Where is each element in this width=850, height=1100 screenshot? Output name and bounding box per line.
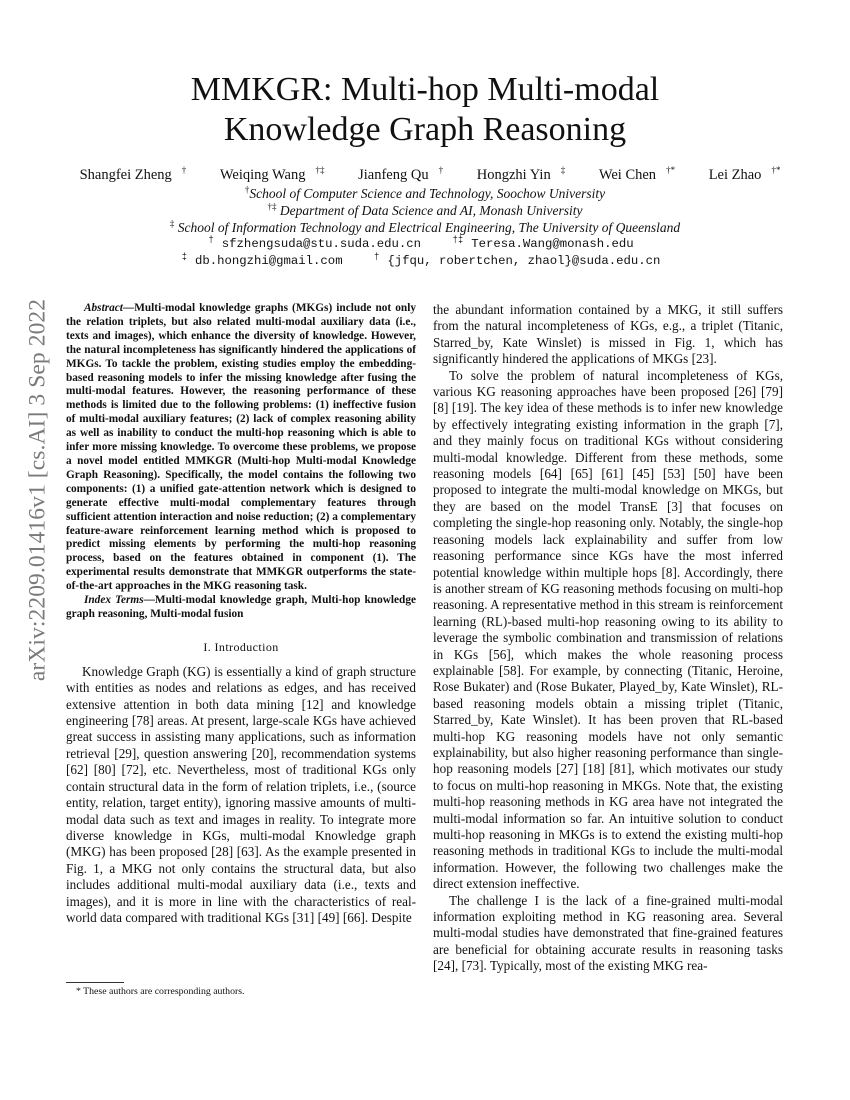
paragraph: the abundant information contained by a MKG, it still suffers from the natural incompleteness of KGs, e.g., a triplet (Titanic, Starred_by, Kate Winslet) is missed in Fig. 1, which has significantly hindered the applications of MKGs [23]. [433,302,783,367]
paragraph: The challenge I is the lack of a fine-grained multi-modal information exploiting method in KG reasoning area. Several multi-modal studies have demonstrated that fine-grained features are beneficial for obtaining accurate results in reasoning tasks [24], [73]. Typically, most of the existing MKG rea- [433,892,783,974]
paragraph: Knowledge Graph (KG) is essentially a kind of graph structure with entities as nodes and relations as edges, and has received extensive attention in both data mining [12] and knowledge engineering [78] areas. At present, large-scale KGs have achieved great success in assisting many applications, such as information retrieval [29], question answering [20], recommendation systems [62] [80] [72], etc. Nevertheless, most of traditional KGs only contain structural data in the form of relation triplets, i.e., (source entity, relation, target entity), ignoring massive amounts of multi-modal data such as text and images in reality. To integrate more diverse knowledge in KGs, multi-modal Knowledge graph (MKG) has been proposed [28] [63]. As the example presented in Fig. 1, a MKG not only contains the structural data, but also includes additional multi-modal auxiliary data (i.e., texts and images), and it is more in line with the characteristics of real-world data compared with traditional KGs [31] [49] [66]. Despite [66,663,416,925]
author-list [0,166,850,184]
author: Shangfei Zheng † [79,165,187,183]
author: Jianfeng Qu † [358,165,444,183]
footnote-rule [66,982,124,983]
author: Weiqing Wang †‡ [219,165,325,183]
arxiv-id: arXiv:2209.01416v1 [cs.AI] 3 Sep 2022 [24,298,51,682]
email-line [0,253,850,269]
title-line-1: MMKGR: Multi-hop Multi-modal [190,71,660,108]
index-terms: Index Terms—Multi-modal knowledge graph, Multi-hop knowledge graph reasoning, Multi-modal fusion [66,594,416,620]
affiliation: †‡ Department of Data Science and AI, Monash University [267,201,583,218]
paper-title [0,70,850,150]
footnote: * These authors are corresponding authors. [76,986,245,997]
author: Hongzhi Yin ‡ [476,165,566,183]
email: † sfzhengsuda@stu.suda.edu.cn [208,234,422,251]
author: Lei Zhao †* [708,165,781,183]
abstract: Abstract—Multi-modal knowledge graphs (MKGs) include not only the relation triplets, but also related multi-modal auxiliary data (i.e., texts and images), which enhance the diversity of knowledge. However, the natural incompleteness has significantly hindered the applications of MKGs. To tackle the problem, existing studies employ the embedding-based reasoning models to infer the missing knowledge after fusing the multi-modal features. However, the reasoning performance of these methods is limited due to the following problems: (1) ineffective fusion of multi-modal auxiliary features; (2) lack of complex reasoning ability as well as inability to conduct the multi-hop reasoning which is able to infer more missing knowledge. To overcome these problems, we propose a novel model entitled MMKGR (Multi-hop Multi-modal Knowledge Graph Reasoning). Specifically, the model contains the following two components: (1) a unified gate-attention network which is designed to generate effective multi-modal complementary features through sufficient attention interaction and noise reduction; (2) a complementary feature-aware reinforcement learning method which is proposed to predict missing elements by performing the multi-hop reasoning process, based on the features obtained in component (1). The experimental results demonstrate that MMKGR outperforms the state-of-the-art approaches in the MKG reasoning task. [66,302,416,593]
email: ‡ db.hongzhi@gmail.com [181,251,343,268]
title-line-2: Knowledge Graph Reasoning [223,111,627,148]
paragraph: To solve the problem of natural incompleteness of KGs, various KG reasoning approaches have been proposed [26] [79] [8] [19]. The key idea of these methods is to infer new knowledge by effectively integrating existing information in the graph [7], and they mainly focus on traditional KGs without considering multi-modal knowledge. Different from these methods, some reasoning models [64] [65] [61] [45] [53] [50] have been proposed to integrate the multi-modal knowledge on MKGs, but they are based on the model TransE [3] that focuses on completing the single-hop reasoning only. Notably, the single-hop reasoning models lack explainability and suffer from low reasoning performance since KGs have the most inferred potential knowledge within multiple hops [8]. Accordingly, there is another stream of KG reasoning methods focusing on multi-hop reasoning. A representative method in this stream is reinforcement learning (RL)-based multi-hop reasoning owing to its ability to leverage the symbolic combination and transmission of relations in KGs [56], which makes the whole reasoning process explainable [58]. For example, by connecting (Titanic, Heroine, Rose Bukater) and (Rose Bukater, Played_by, Kate Winslet), RL-based reasoning models obtain a missing triplet (Titanic, Starred_by, Kate Winslet). It has been proven that RL-based multi-hop KG reasoning models have not only semantic explainability, but also higher reasoning performance than single-hop reasoning models [27] [18] [81], which motivates our study to focus on multi-hop reasoning in MKGs. Note that, the existing multi-hop reasoning methods in KG area have not integrated the multi-modal information so far. An intuitive solution to conduct multi-hop reasoning in MKGs is to extend the existing multi-hop reasoning methods in traditional KGs to include the multi-modal information. However, the following two challenges make the direct extension ineffective. [433,367,783,892]
affiliation: †School of Computer Science and Technology, Soochow University [244,184,606,201]
author: Wei Chen †* [598,165,676,183]
affiliation: ‡ School of Information Technology and Electrical Engineering, The University of Queensland [169,218,681,235]
email-line [0,236,850,252]
arxiv-watermark [18,298,58,682]
email: † {jfqu, robertchen, zhaol}@suda.edu.cn [373,251,661,268]
right-column [433,302,783,975]
section-heading: I. Introduction [203,639,279,654]
left-column [66,302,416,926]
email: †‡ Teresa.Wang@monash.edu [452,234,634,251]
